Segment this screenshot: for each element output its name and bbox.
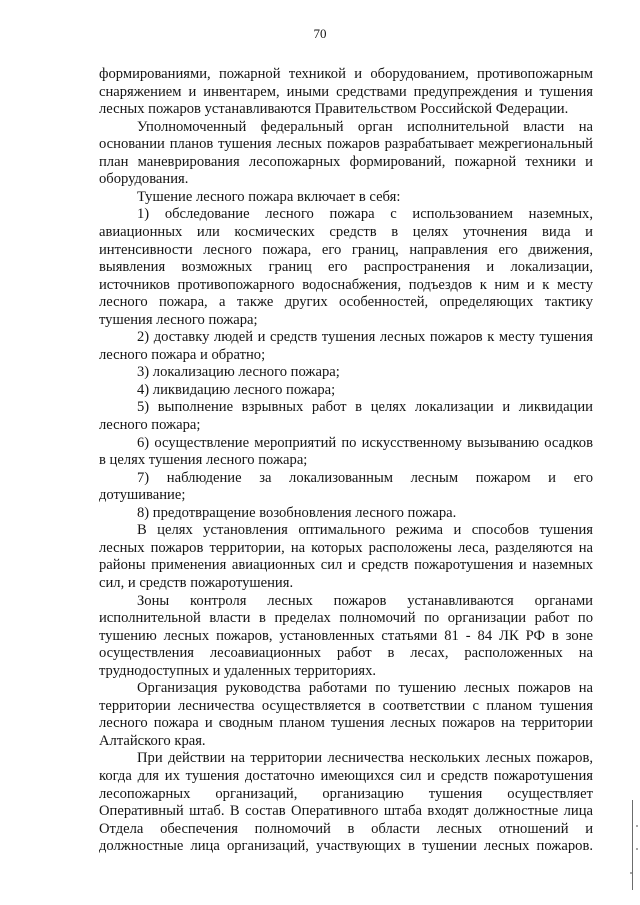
text-line: Алтайского края. <box>99 732 206 749</box>
text-line: Отдела обеспечения полномочий в области лесных отношений и <box>99 820 593 837</box>
text-line: дотушивание; <box>99 487 186 504</box>
text-line: 4) ликвидацию лесного пожара; <box>137 381 336 398</box>
text-line: Тушение лесного пожара включает в себя: <box>137 188 401 205</box>
text-line: лесного пожара, а также других особенностей, определяющих тактику <box>99 294 593 311</box>
text-line: сил, и средств пожаротушения. <box>99 574 294 591</box>
text-line: территории лесничества осуществляется в соответствии с планом тушения <box>99 697 593 714</box>
text-line: 6) осуществление мероприятий по искусственному вызыванию осадков <box>137 434 593 451</box>
text-line: источников противопожарного водоснабжения, подъездов к ним и к месту <box>99 276 593 293</box>
text-line: в целях тушения лесного пожара; <box>99 452 308 469</box>
text-line: когда для их тушения достаточно имеющихся сил и средств пожаротушения <box>99 768 593 784</box>
text-line: 7) наблюдение за локализованным лесным пожаром и его <box>137 469 593 486</box>
text-line: Оперативный штаб. В состав Оперативного штаба входят должностные лица <box>99 803 593 820</box>
text-line: В целях установления оптимального режима и способов тушения <box>137 522 593 539</box>
text-line: интенсивности лесного пожара, его границ, направления его движения, <box>99 241 593 258</box>
text-line: лесных пожаров устанавливаются Правительством Российской Федерации. <box>99 101 569 118</box>
text-line: выявления возможных границ его распространения и локализации, <box>99 259 593 276</box>
text-line: Организация руководства работами по тушению лесных пожаров на <box>137 680 593 697</box>
text-line: Зоны контроля лесных пожаров устанавливаются органами <box>137 592 593 609</box>
text-line: 5) выполнение взрывных работ в целях локализации и ликвидации <box>137 399 593 416</box>
text-line: осуществления лесоавиационных работ в лесах, расположенных на <box>99 645 593 662</box>
scan-speck <box>636 825 638 827</box>
text-line: лесного пожара и сводным планом тушения лесных пожаров на территории <box>99 715 593 732</box>
text-line: формированиями, пожарной техникой и оборудованием, противопожарным <box>99 66 593 82</box>
text-line: оборудования. <box>99 171 189 188</box>
scan-speck <box>630 872 632 874</box>
text-line: Уполномоченный федеральный орган исполнительной власти на <box>137 118 593 135</box>
text-line: лесного пожара; <box>99 417 201 433</box>
text-line: должностные лица организаций, участвующих в тушении лесных пожаров. <box>99 838 593 855</box>
text-line: лесных пожаров территории, на которых расположены леса, разделяются на <box>99 539 593 556</box>
scan-edge-mark <box>632 800 633 890</box>
text-line: исполнительной власти в пределах полномочий по организации работ по <box>99 610 593 627</box>
text-line: лесопожарных организаций, организацию тушения осуществляет <box>99 785 593 802</box>
text-line: снаряжением и инвентарем, иными средствами предупреждения и тушения <box>99 83 593 100</box>
text-line: труднодоступных и удаленных территориях. <box>99 662 377 679</box>
text-line: При действии на территории лесничества нескольких лесных пожаров, <box>137 750 593 767</box>
text-line: 8) предотвращение возобновления лесного пожара. <box>137 504 457 521</box>
text-line: 3) локализацию лесного пожара; <box>137 364 340 381</box>
text-line: лесного пожара и обратно; <box>99 346 266 363</box>
page-number: 70 <box>313 26 327 41</box>
text-line: районы применения авиационных сил и средств пожаротушения и наземных <box>99 557 593 574</box>
text-line: тушению лесных пожаров, установленных статьями 81 - 84 ЛК РФ в зоне <box>99 627 593 644</box>
text-line: основании планов тушения лесных пожаров разрабатывает межрегиональный <box>99 136 593 153</box>
text-line: авиационных или космических средств в целях уточнения вида и <box>99 223 593 240</box>
scan-speck <box>636 848 638 850</box>
text-line: тушения лесного пожара; <box>99 311 258 328</box>
text-line: 1) обследование лесного пожара с использованием наземных, <box>137 206 593 223</box>
text-line: 2) доставку людей и средств тушения лесных пожаров к месту тушения <box>137 329 593 346</box>
text-line: план маневрирования лесопожарных формирований, пожарной техники и <box>99 153 593 170</box>
